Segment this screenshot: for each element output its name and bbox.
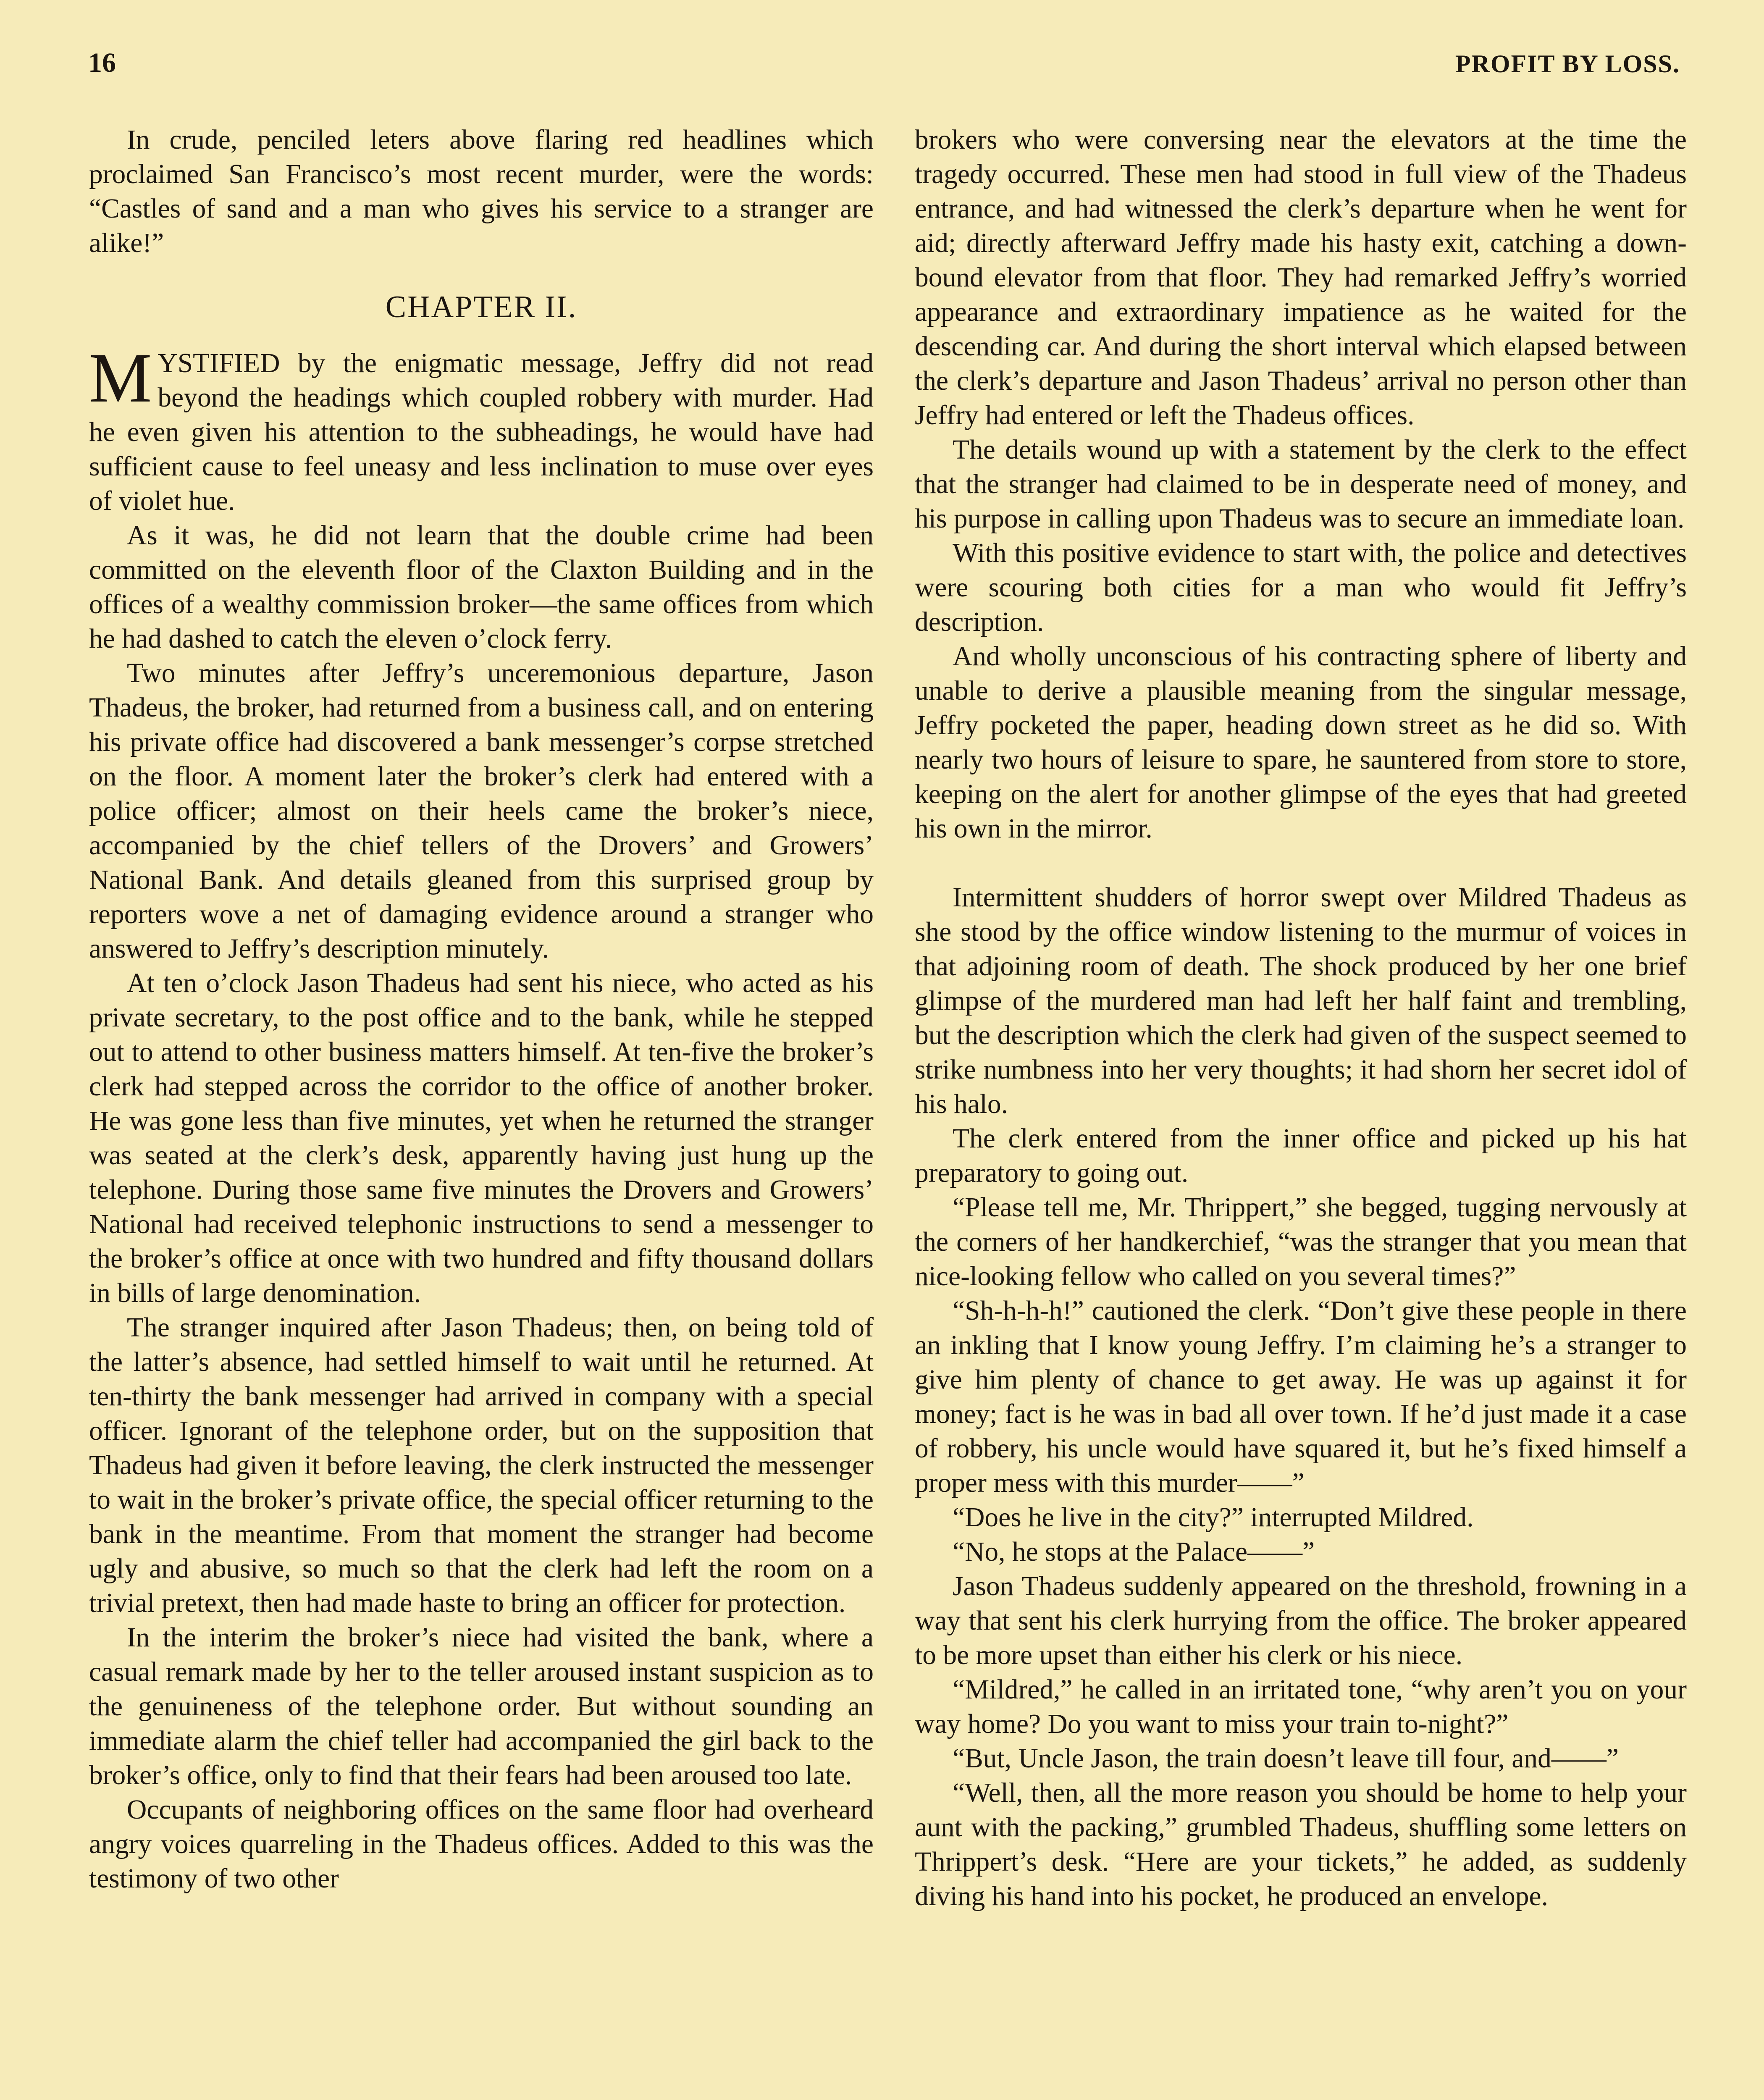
body-paragraph: The clerk entered from the inner office and picked up his hat preparatory to going out. xyxy=(915,1124,1687,1188)
body-paragraph: Intermittent shudders of horror swept over Mildred Thadeus as she stood by the office window listening to the murmur of voices in that adjoining room of death. The shock produced by her one brief glimpse of the murdered man had left her half faint and trembling, but the description which the clerk had given of the suspect seemed to strike numbness into her very thoughts; it had shorn her secret idol of his halo. xyxy=(915,882,1687,1119)
right-column xyxy=(915,123,1687,1914)
body-paragraph: The details wound up with a statement by the clerk to the effect that the stranger had claimed to be in desperate need of money, and his purpose in calling upon Thadeus was to secure an immediate loan. xyxy=(915,435,1687,534)
page-number: 16 xyxy=(88,47,116,78)
section-break xyxy=(915,846,1687,880)
body-paragraph: The stranger inquired after Jason Thadeus; then, on being told of the latter’s absence, had settled himself to wait until he returned. At ten-thirty the bank messenger had arrived in company with a special officer. Ignorant of the telephone order, but on the supposition that Thadeus had given it before leaving, the clerk instructed the messenger to wait in the broker’s private office, the special officer returning to the bank in the meantime. From that moment the stranger had become ugly and abusive, so much so that the clerk had left the room on a trivial pretext, then had made haste to bring an officer for protection. xyxy=(89,1312,874,1618)
chapter-heading: CHAPTER II. xyxy=(385,290,578,324)
body-paragraph: With this positive evidence to start with, the police and detectives were scouring both cities for a man who would fit Jeffry’s description. xyxy=(915,538,1687,637)
intro-paragraph: In crude, penciled leters above flaring red headlines which proclaimed San Francisco’s most recent murder, were the words: “Castles of sand and a man who gives his service to a stranger are alike!” xyxy=(89,125,874,258)
body-paragraph: In the interim the broker’s niece had visited the bank, where a casual remark made by her to the teller aroused instant suspicion as to the genuineness of the telephone order. But without sounding an immediate alarm the chief teller had accompanied the girl back to the broker’s office, only to find that their fears had been aroused too late. xyxy=(89,1622,874,1790)
body-paragraph: At ten o’clock Jason Thadeus had sent his niece, who acted as his private secretary, to the post office and to the bank, while he stepped out to attend to other business matters himself. At ten-five the broker’s clerk had stepped across the corridor to the office of another broker. He was gone less than five minutes, yet when he returned the stranger was seated at the clerk’s desk, apparently having just hung up the telephone. During those same five minutes the Drovers and Growers’ National had received telephonic instructions to send a messenger to the broker’s office at once with two hundred and fifty thousand dollars in bills of large denomination. xyxy=(89,968,874,1308)
body-paragraph: And wholly unconscious of his contracting sphere of liberty and unable to derive a plausible meaning from the singular message, Jeffry pocketed the paper, heading down street as he did so. With nearly two hours of leisure to spare, he sauntered from store to store, keeping on the alert for another glimpse of the eyes that had greeted his own in the mirror. xyxy=(915,641,1687,844)
dialogue-paragraph: “Mildred,” he called in an irritated tone, “why aren’t you on your way home? Do you want to miss your train to-night?” xyxy=(915,1675,1687,1739)
dialogue-paragraph: “No, he stops at the Palace——” xyxy=(953,1537,1315,1567)
dialogue-paragraph: “Sh-h-h-h!” cautioned the clerk. “Don’t give these people in there an inkling that I know young Jeffry. I’m claiming he’s a stranger to give him plenty of chance to get away. He was up against it for money; fact is he was in bad all over town. If he’d just made it a case of robbery, his uncle would have squared it, but he’s fixed himself a proper mess with this murder——” xyxy=(915,1296,1687,1498)
drop-cap: M xyxy=(89,339,152,417)
body-paragraph: Two minutes after Jeffry’s unceremonious departure, Jason Thadeus, the broker, had returned from a business call, and on entering his private office had discovered a bank messenger’s corpse stretched on the floor. A moment later the broker’s clerk had entered with a police officer; almost on their heels came the broker’s niece, accompanied by the chief tellers of the Drovers’ and Growers’ National Bank. And details gleaned from this surprised group by reporters wove a net of damaging evidence around a stranger who answered to Jeffry’s description minutely. xyxy=(89,658,874,964)
body-paragraph: Jason Thadeus suddenly appeared on the threshold, frowning in a way that sent his clerk hurrying from the office. The broker appeared to be more upset than either his clerk or his niece. xyxy=(915,1571,1687,1670)
opening-paragraph xyxy=(89,339,874,518)
left-column xyxy=(89,123,874,1896)
continuation-paragraph: brokers who were conversing near the elevators at the time the tragedy occurred. These men had stood in full view of the Thadeus entrance, and had witnessed the clerk’s departure when he went for aid; directly afterward Jeffry made his hasty exit, catching a down-bound elevator from that floor. They had remarked Jeffry’s worried appearance and extraordinary impatience as he waited for the descending car. And during the short interval which elapsed between the clerk’s departure and Jason Thadeus’ arrival no person other than Jeffry had entered or left the Thadeus offices. xyxy=(915,125,1687,430)
dialogue-paragraph: “But, Uncle Jason, the train doesn’t leave till four, and——” xyxy=(953,1743,1619,1774)
dialogue-paragraph: “Please tell me, Mr. Thrippert,” she begged, tugging nervously at the corners of her handkerchief, “was the stranger that you mean that nice-looking fellow who called on you several times?” xyxy=(915,1192,1687,1292)
body-paragraph: As it was, he did not learn that the double crime had been committed on the eleventh floor of the Claxton Building and in the offices of a wealthy commission broker—the same offices from which he had dashed to catch the eleven o’clock ferry. xyxy=(89,520,874,654)
dialogue-paragraph: “Does he live in the city?” interrupted Mildred. xyxy=(953,1502,1474,1533)
running-head: PROFIT BY LOSS. xyxy=(1455,50,1680,78)
body-paragraph: Occupants of neighboring offices on the same floor had overheard angry voices quarreling in the Thadeus offices. Added to this was the testimony of two other xyxy=(89,1795,874,1894)
dialogue-paragraph: “Well, then, all the more reason you should be home to help your aunt with the packing,” grumbled Thadeus, shuffling some letters on Thrippert’s desk. “Here are your tickets,” he added, as suddenly diving his hand into his pocket, he produced an envelope. xyxy=(915,1778,1687,1911)
opening-paragraph-text: YSTIFIED by the enigmatic message, Jeffry did not read beyond the headings which coupled robbery with murder. Had he even given his attention to the subheadings, he would have had sufficient cause to feel uneasy and less inclination to muse over eyes of violet hue. xyxy=(89,348,874,516)
